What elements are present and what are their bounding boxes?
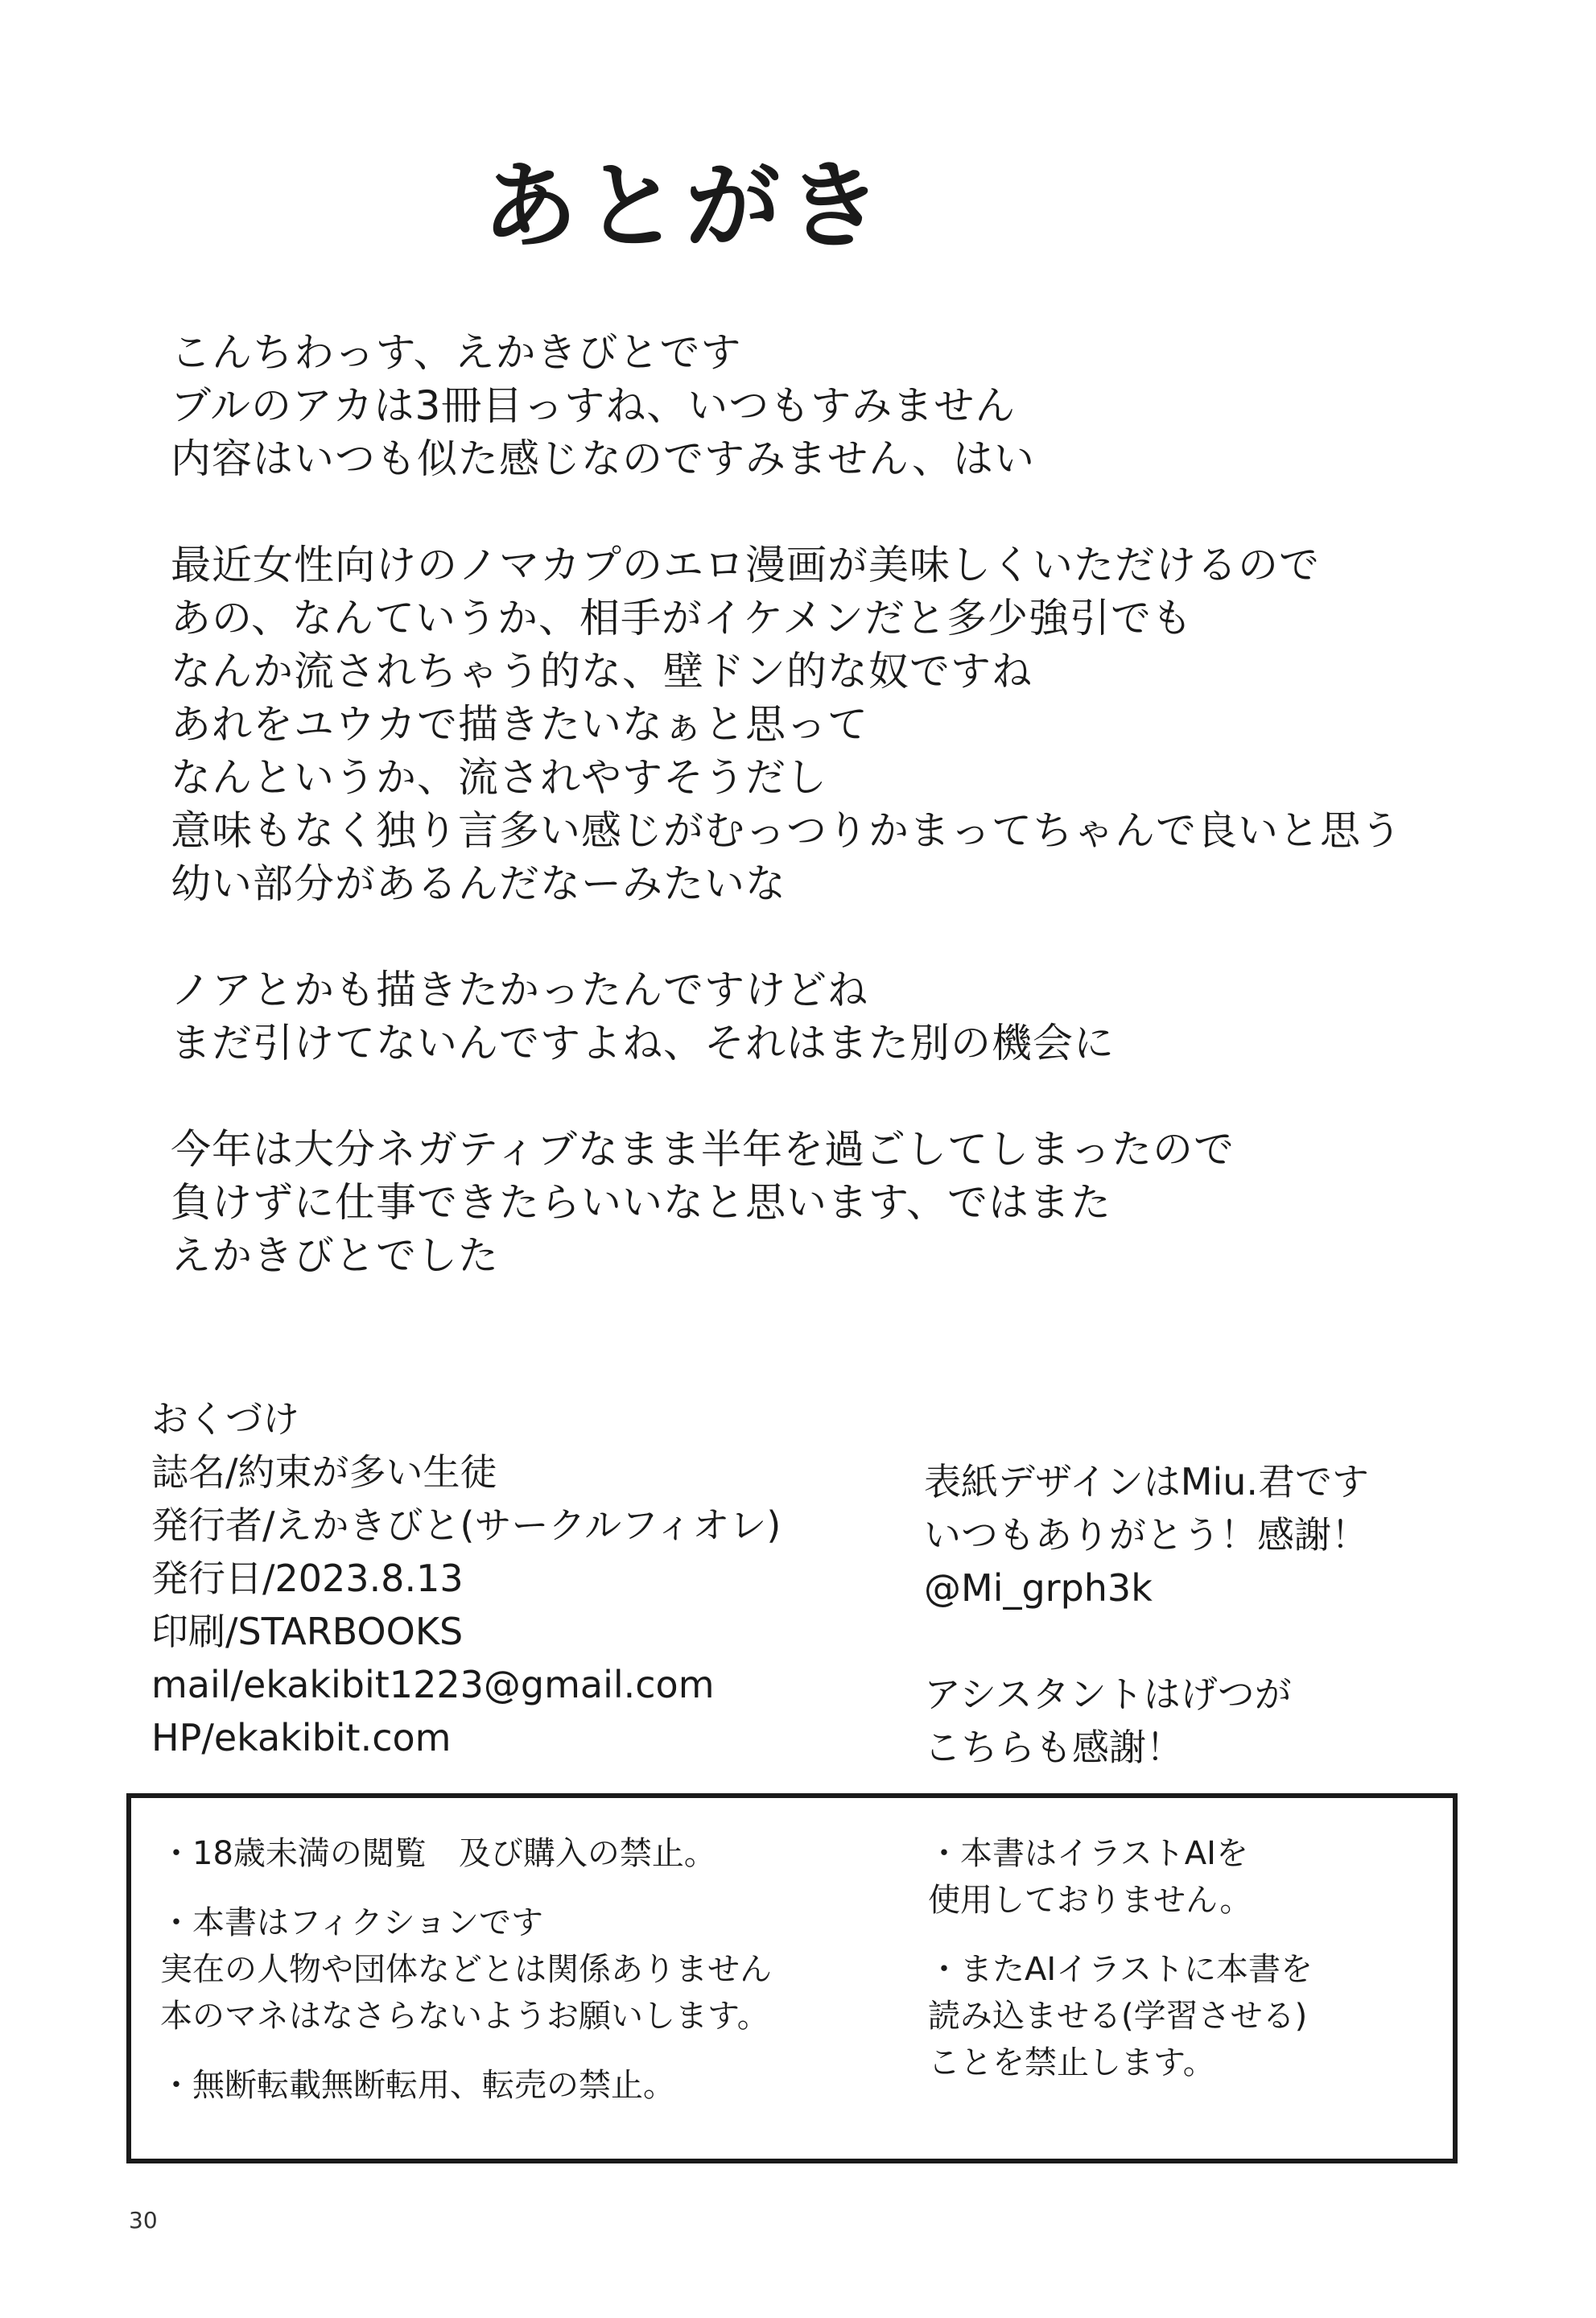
colophon-homepage: HP/ekakibit.com: [151, 1716, 452, 1759]
colophon-printer: 印刷/STARBOOKS: [151, 1610, 464, 1653]
notice-line: ・本書はフィクションです: [160, 1904, 543, 1941]
afterword-paragraph: [171, 1123, 1426, 1282]
notice-line: 本のマネはなさらないようお願いします。: [160, 1998, 769, 2035]
credits: [924, 1455, 1447, 1774]
cover-credit-handle: @Mi_grph3k: [924, 1566, 1153, 1610]
colophon-title: 誌名/約束が多い生徒: [151, 1450, 497, 1494]
colophon: [151, 1392, 876, 1764]
afterword-line: えかきびとでした: [171, 1232, 499, 1279]
spacer: [924, 1615, 1447, 1668]
colophon-date: 発行日/2023.8.13: [151, 1557, 464, 1600]
afterword-paragraph: [171, 326, 1426, 485]
afterword-line: 意味もなく独り言多い感じがむっつりかまってちゃんで良いと思う: [171, 807, 1402, 854]
afterword-line: 負けずに仕事できたらいいなと思います、ではまた: [171, 1179, 1111, 1226]
afterword-paragraph: [171, 538, 1426, 910]
afterword-line: ノアとかも描きたかったんですけどね: [171, 967, 868, 1013]
notice-item: [928, 1946, 1427, 2086]
notice-line: 使用しておりません。: [928, 1882, 1252, 1919]
notice-item: [160, 2062, 885, 2109]
colophon-heading: おくづけ: [151, 1397, 299, 1441]
afterword-body: [171, 326, 1426, 1335]
afterword-line: なんというか、流されやすそうだし: [171, 754, 827, 801]
colophon-mail: mail/ekakibit1223@gmail.com: [151, 1663, 715, 1706]
cover-credit-line: いつもありがとう！感謝！: [924, 1513, 1368, 1557]
afterword-line: 内容はいつも似た感じなのですみません、はい: [171, 435, 1035, 482]
notice-line: 読み込ませる(学習させる): [928, 1998, 1308, 2035]
notice-line: ・本書はイラストAIを: [928, 1835, 1248, 1872]
page-title: あとがき: [482, 150, 889, 262]
afterword-line: なんか流されちゃう的な、壁ドン的な奴ですね: [171, 648, 1033, 695]
page-number: 30: [129, 2207, 158, 2233]
notice-line: ことを禁止します。: [928, 2044, 1215, 2081]
afterword-line: こんちわっす、えかきびとです: [171, 329, 742, 376]
afterword-line: あれをユウカで描きたいなぁと思って: [171, 701, 868, 748]
afterword-line: 幼い部分があるんだなーみたいな: [171, 860, 786, 907]
notice-item: [160, 1899, 885, 2040]
notice-item: [160, 1830, 885, 1877]
afterword-paragraph: [171, 963, 1426, 1070]
assistant-credit-line: こちらも感謝！: [924, 1726, 1183, 1769]
notice-line: ・またAIイラストに本書を: [928, 1951, 1313, 1988]
assistant-credit-line: アシスタントはげつが: [924, 1673, 1292, 1716]
notice-column-left: [160, 1830, 885, 2131]
notice-line: 実在の人物や団体などとは関係ありません: [160, 1951, 772, 1988]
notice-item: [928, 1830, 1427, 1924]
notice-column-right: [928, 1830, 1427, 2109]
colophon-publisher: 発行者/えかきびと(サークルフィオレ): [151, 1503, 782, 1547]
notice-box: [126, 1793, 1458, 2163]
afterword-line: ブルのアカは3冊目っすね、いつもすみません: [171, 382, 1017, 429]
notice-line: ・18歳未満の閲覧 及び購入の禁止。: [160, 1835, 716, 1872]
afterword-line: まだ引けてないんですよね、それはまた別の機会に: [171, 1020, 1115, 1066]
cover-credit-line: 表紙デザインはMiu.君です: [924, 1460, 1370, 1503]
afterword-line: 最近女性向けのノマカプのエロ漫画が美味しくいただけるので: [171, 542, 1320, 588]
afterword-line: 今年は大分ネガティブなまま半年を過ごしてしまったので: [171, 1126, 1235, 1173]
notice-line: ・無断転載無断転用、転売の禁止。: [160, 2067, 675, 2104]
afterword-line: あの、なんていうか、相手がイケメンだと多少強引でも: [171, 595, 1193, 641]
